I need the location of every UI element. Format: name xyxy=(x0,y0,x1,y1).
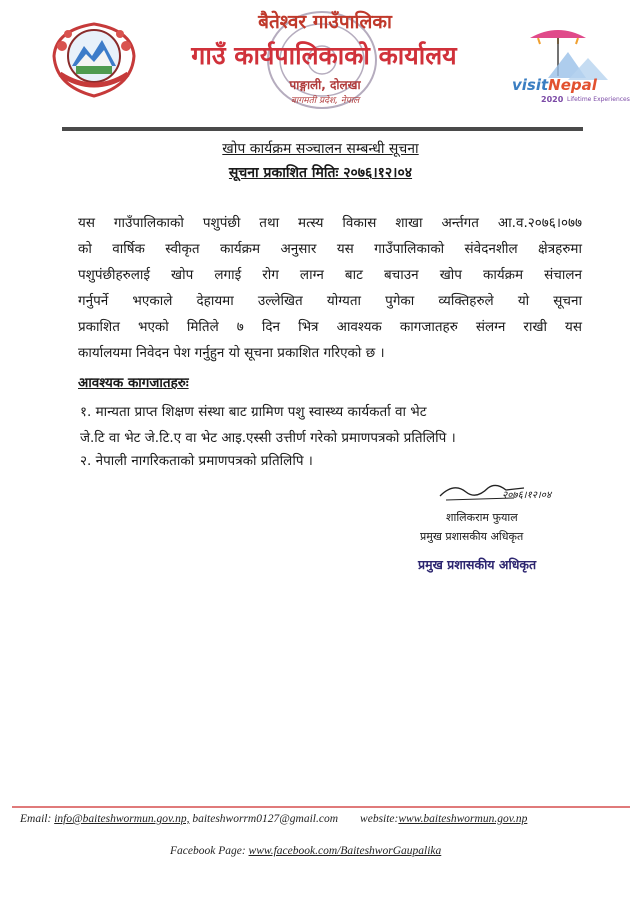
email-label: Email: xyxy=(20,813,52,825)
footer-facebook xyxy=(170,845,441,857)
municipality-name: बैतेश्वर गाउँपालिका xyxy=(258,11,392,33)
notice-published-date: सूचना प्रकाशित मितिः २०७६।१२।०४ xyxy=(228,165,413,181)
footer-contact xyxy=(20,813,527,825)
visit-nepal-year: 2020 xyxy=(541,95,564,104)
email-link-primary[interactable]: info@baiteshwormun.gov.np, xyxy=(54,813,190,825)
body-line: कार्यालयमा निवेदन पेश गर्नुहुन यो सूचना प्रकाशित गरिएको छ । xyxy=(78,345,385,361)
visit-nepal-wordmark xyxy=(512,76,597,94)
notice-title: खोप कार्यक्रम सञ्चालन सम्बन्धी सूचना xyxy=(222,141,419,157)
header-divider xyxy=(62,127,583,131)
email-link-secondary[interactable]: baiteshworrm0127@gmail.com xyxy=(192,813,339,825)
nepal-word: Nepal xyxy=(548,76,597,94)
requirement-item-1 xyxy=(80,399,590,451)
footer-divider xyxy=(12,806,630,808)
visit-word: visit xyxy=(512,76,549,94)
facebook-label: Facebook Page: xyxy=(170,845,246,857)
office-name: गाउँ कार्यपालिकाको कार्यालय xyxy=(191,41,457,70)
requirement-item-2: २. नेपाली नागरिकताको प्रमाणपत्रको प्रतिलिपि । xyxy=(80,453,313,469)
official-stamp-text: प्रमुख प्रशासकीय अधिकृत xyxy=(418,557,537,572)
facebook-link[interactable]: www.facebook.com/BaiteshworGaupalika xyxy=(248,845,442,857)
website-link[interactable]: www.baiteshwormun.gov.np xyxy=(398,813,528,825)
signature-date: २०७६।१२।०४ xyxy=(502,490,552,501)
body-line: प्रकाशित भएको मितिले ७ दिन भित्र आवश्यक कागजातहरु संलग्न राखी यस xyxy=(78,319,582,335)
office-province: बागमती प्रदेश, नेपाल xyxy=(290,96,360,106)
office-location: पाङ्गाली, दोलखा xyxy=(289,78,361,92)
requirements-heading: आवश्यक कागजातहरुः xyxy=(78,375,189,391)
notice-body xyxy=(78,210,582,366)
visit-nepal-tagline: Lifetime Experiences xyxy=(567,96,630,103)
body-line: गर्नुपर्ने भएकाले देहायमा उल्लेखित योग्यता पुगेका व्यक्तिहरुले यो सूचना xyxy=(78,293,582,309)
website-label: website: xyxy=(360,813,399,825)
government-emblem-icon xyxy=(46,16,142,100)
body-line: को वार्षिक स्वीकृत कार्यक्रम अनुसार यस गाउँपालिकाको संवेदनशील क्षेत्रहरुमा xyxy=(78,241,582,257)
signatory-title: प्रमुख प्रशासकीय अधिकृत xyxy=(420,530,524,543)
body-line: यस गाउँपालिकाको पशुपंछी तथा मत्स्य विकास शाखा अर्न्तगत आ.व.२०७६।०७७ xyxy=(78,215,582,231)
requirement-line: १. मान्यता प्राप्त शिक्षण संस्था बाट ग्रामिण पशु स्वास्थ्य कार्यकर्ता वा भेट xyxy=(80,404,427,420)
body-line: पशुपंछीहरुलाई खोप लगाई रोग लाग्न बाट बचाउन खोप कार्यक्रम संचालन xyxy=(78,267,582,283)
requirement-line: जे.टि वा भेट जे.टि.ए वा भेट आइ.एस्सी उत्तीर्ण गरेको प्रमाणपत्रको प्रतिलिपि । xyxy=(80,430,456,446)
signatory-name: शालिकराम फुयाल xyxy=(446,511,518,524)
